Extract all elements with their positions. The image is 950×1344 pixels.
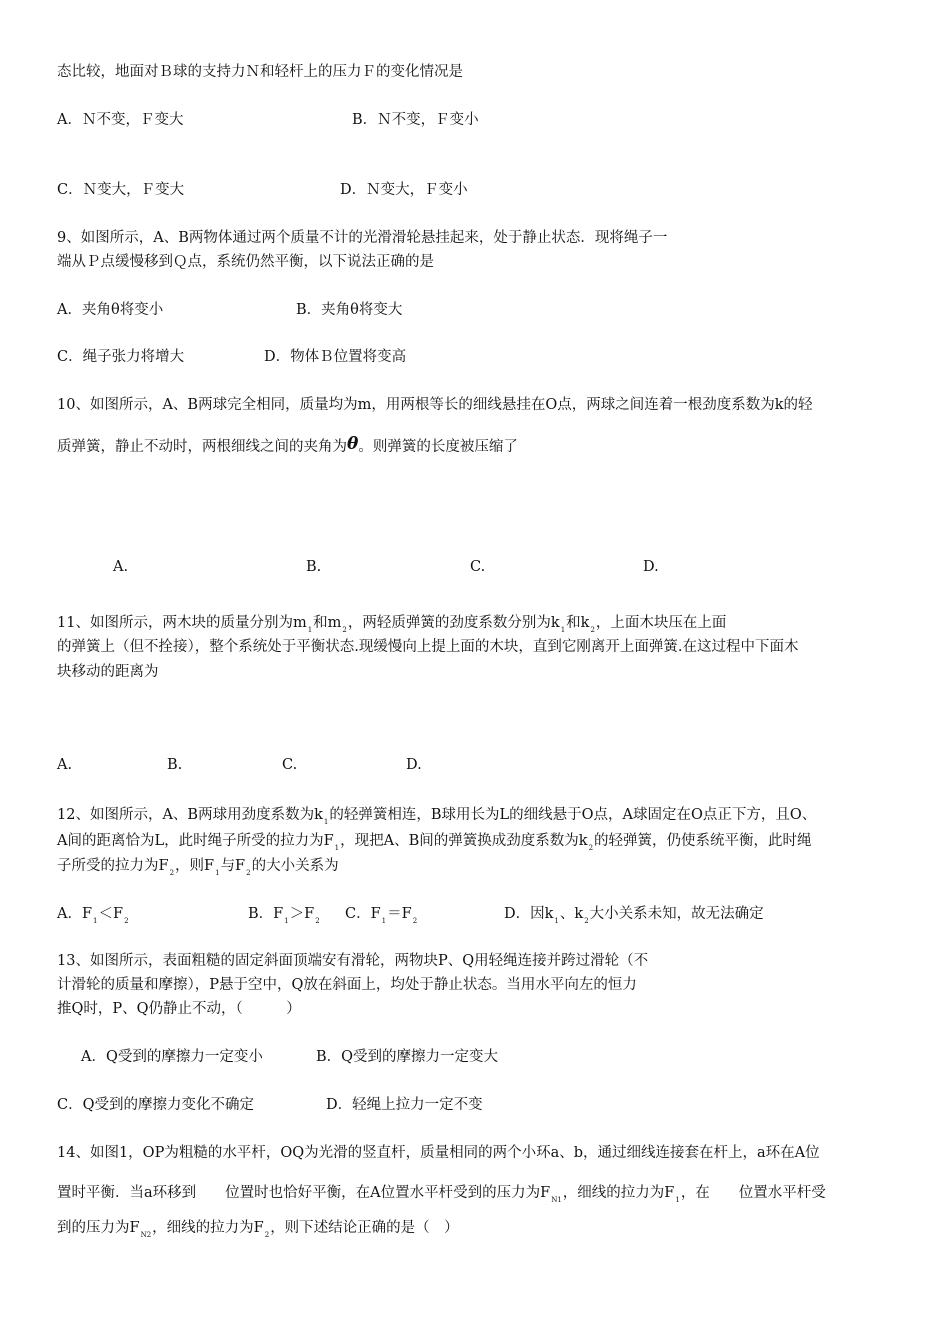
text-span: ＜F — [98, 906, 124, 922]
subscript: 2 — [315, 917, 320, 925]
subscript: 2 — [264, 1231, 270, 1239]
text-span: ＝F — [387, 906, 412, 922]
subscript: 2 — [588, 844, 594, 852]
subscript: 2 — [342, 626, 347, 634]
option-9c: C．绳子张力将增大 — [57, 349, 185, 365]
text-line: 态比较，地面对Ｂ球的支持力Ｎ和轻杆上的压力Ｆ的变化情况是 — [57, 64, 463, 80]
option-12d — [504, 904, 764, 931]
subscript: 1 — [334, 844, 340, 852]
question-9-text: 9、如图所示，A、B两物体通过两个质量不计的光滑滑轮悬挂起来，处于静止状态．现将绳子一 — [57, 230, 668, 246]
subscript: 1 — [284, 917, 289, 925]
option-10a: A. — [113, 559, 129, 575]
option-12c — [345, 904, 418, 931]
subscript: 2 — [246, 869, 251, 877]
subscript: 1 — [323, 818, 329, 826]
text-span: B．F — [248, 906, 284, 922]
question-12-text — [57, 831, 812, 858]
question-13-text: 13、如图所示，表面粗糙的固定斜面顶端安有滑轮，两物块P、Q用轻绳连接并跨过滑轮（不 — [57, 953, 649, 969]
option-12b — [248, 904, 321, 931]
option-8b: B．Ｎ不变，Ｆ变小 — [352, 112, 479, 128]
question-13-text: 计滑轮的质量和摩擦），P悬于空中，Q放在斜面上，均处于静止状态。当用水平向左的恒力 — [57, 977, 637, 993]
subscript: 2 — [584, 917, 589, 925]
option-11b: B. — [167, 757, 183, 773]
option-10d: D. — [643, 559, 659, 575]
option-12a — [57, 904, 130, 931]
option-9a: A．夹角θ将变小 — [57, 302, 164, 318]
text-span: A．F — [57, 906, 93, 922]
text-span: 到的压力为F — [57, 1220, 140, 1236]
option-11a: A. — [57, 757, 73, 773]
option-13d: D．轻绳上拉力一定不变 — [326, 1097, 483, 1113]
text-span: 和m — [313, 615, 342, 631]
option-11c: C. — [282, 757, 298, 773]
subscript: 1 — [381, 917, 387, 925]
text-span: 大小关系未知，故无法确定 — [589, 906, 764, 922]
subscript: 1 — [554, 917, 559, 925]
text-span: 的大小关系为 — [251, 858, 339, 874]
question-14-text — [57, 1218, 459, 1245]
text-span: 的轻弹簧相连，B球用长为L的细线悬于O点，A球固定在O点正下方，且O、 — [329, 807, 817, 823]
text-span: D．因k — [504, 906, 554, 922]
question-10-text: 10、如图所示，A、B两球完全相同，质量均为m，用两根等长的细线悬挂在O点，两球之间连着一根劲度系数为k的轻 — [57, 397, 813, 413]
text-span: A间的距离恰为L，此时绳子所受的拉力为F — [57, 833, 334, 849]
text-span: 置时平衡．当a环移到 位置时也恰好平衡，在A位置水平杆受到的压力为F — [57, 1185, 551, 1201]
text-span: 与F — [220, 858, 246, 874]
text-span: 。则弹簧的长度被压缩了 — [358, 439, 518, 455]
text-span: ，现把A、B间的弹簧换成劲度系数为k — [340, 833, 588, 849]
option-8d: D．Ｎ变大，Ｆ变小 — [340, 182, 468, 198]
text-span: ，在 位置水平杆受 — [680, 1185, 826, 1201]
subscript: N1 — [551, 1196, 562, 1204]
text-span: ＞F — [289, 906, 315, 922]
text-span: ，上面木块压在上面 — [595, 615, 727, 631]
subscript: 1 — [215, 869, 220, 877]
text-span: 的轻弹簧，仍使系统平衡，此时绳 — [594, 833, 812, 849]
question-12-text — [57, 856, 339, 883]
question-14-text: 14、如图1，OP为粗糙的水平杆，OQ为光滑的竖直杆，质量相同的两个小环a、b，通过细线连接套在杆上，a环在A位 — [57, 1145, 820, 1161]
text-span: 12、如图所示，A、B两球用劲度系数为k — [57, 807, 323, 823]
text-span: 子所受的拉力为F — [57, 858, 169, 874]
option-13a: A．Q受到的摩擦力一定变小 — [81, 1049, 263, 1065]
subscript: 1 — [560, 626, 566, 634]
question-11-text — [57, 613, 726, 640]
text-span: ，细线的拉力为F — [562, 1185, 675, 1201]
text-span: C．F — [345, 906, 381, 922]
question-10-text — [57, 434, 518, 457]
option-13b: B．Q受到的摩擦力一定变大 — [316, 1049, 499, 1065]
subscript: 1 — [307, 626, 313, 634]
subscript: 2 — [590, 626, 595, 634]
text-span: 11、如图所示，两木块的质量分别为m — [57, 615, 307, 631]
text-span: ，两轻质弹簧的劲度系数分别为k — [347, 615, 560, 631]
subscript: 1 — [675, 1196, 680, 1204]
subscript: 1 — [93, 917, 98, 925]
theta-symbol: θ — [347, 434, 359, 454]
question-11-text: 块移动的距离为 — [57, 664, 159, 680]
subscript: N2 — [140, 1231, 152, 1239]
option-10b: B. — [306, 559, 322, 575]
text-span: ，则F — [175, 858, 215, 874]
question-11-text: 的弹簧上（但不拴接），整个系统处于平衡状态.现缓慢向上提上面的木块，直到它刚离开上面弹簧.在这过程中下面木 — [57, 639, 799, 655]
option-8c: C．Ｎ变大，Ｆ变大 — [57, 182, 185, 198]
question-12-text — [57, 805, 816, 832]
subscript: 2 — [169, 869, 175, 877]
question-13-text: 推Q时，P、Q仍静止不动，（ ） — [57, 1001, 301, 1017]
text-span: 、k — [559, 906, 584, 922]
text-span: 和k — [566, 615, 590, 631]
question-9-text: 端从Ｐ点缓慢移到Ｑ点，系统仍然平衡，以下说法正确的是 — [57, 254, 434, 270]
option-11d: D. — [406, 757, 422, 773]
question-14-text — [57, 1183, 826, 1210]
option-10c: C. — [470, 559, 486, 575]
option-8a: A．Ｎ不变，Ｆ变大 — [57, 112, 184, 128]
text-span: 质弹簧，静止不动时，两根细线之间的夹角为 — [57, 439, 347, 455]
option-9b: B．夹角θ将变大 — [296, 302, 403, 318]
subscript: 2 — [124, 917, 129, 925]
subscript: 2 — [412, 917, 418, 925]
text-span: ，则下述结论正确的是（ ） — [270, 1220, 459, 1236]
text-span: ，细线的拉力为F — [152, 1220, 264, 1236]
option-9d: D．物体Ｂ位置将变高 — [264, 349, 407, 365]
option-13c: C．Q受到的摩擦力变化不确定 — [57, 1097, 254, 1113]
